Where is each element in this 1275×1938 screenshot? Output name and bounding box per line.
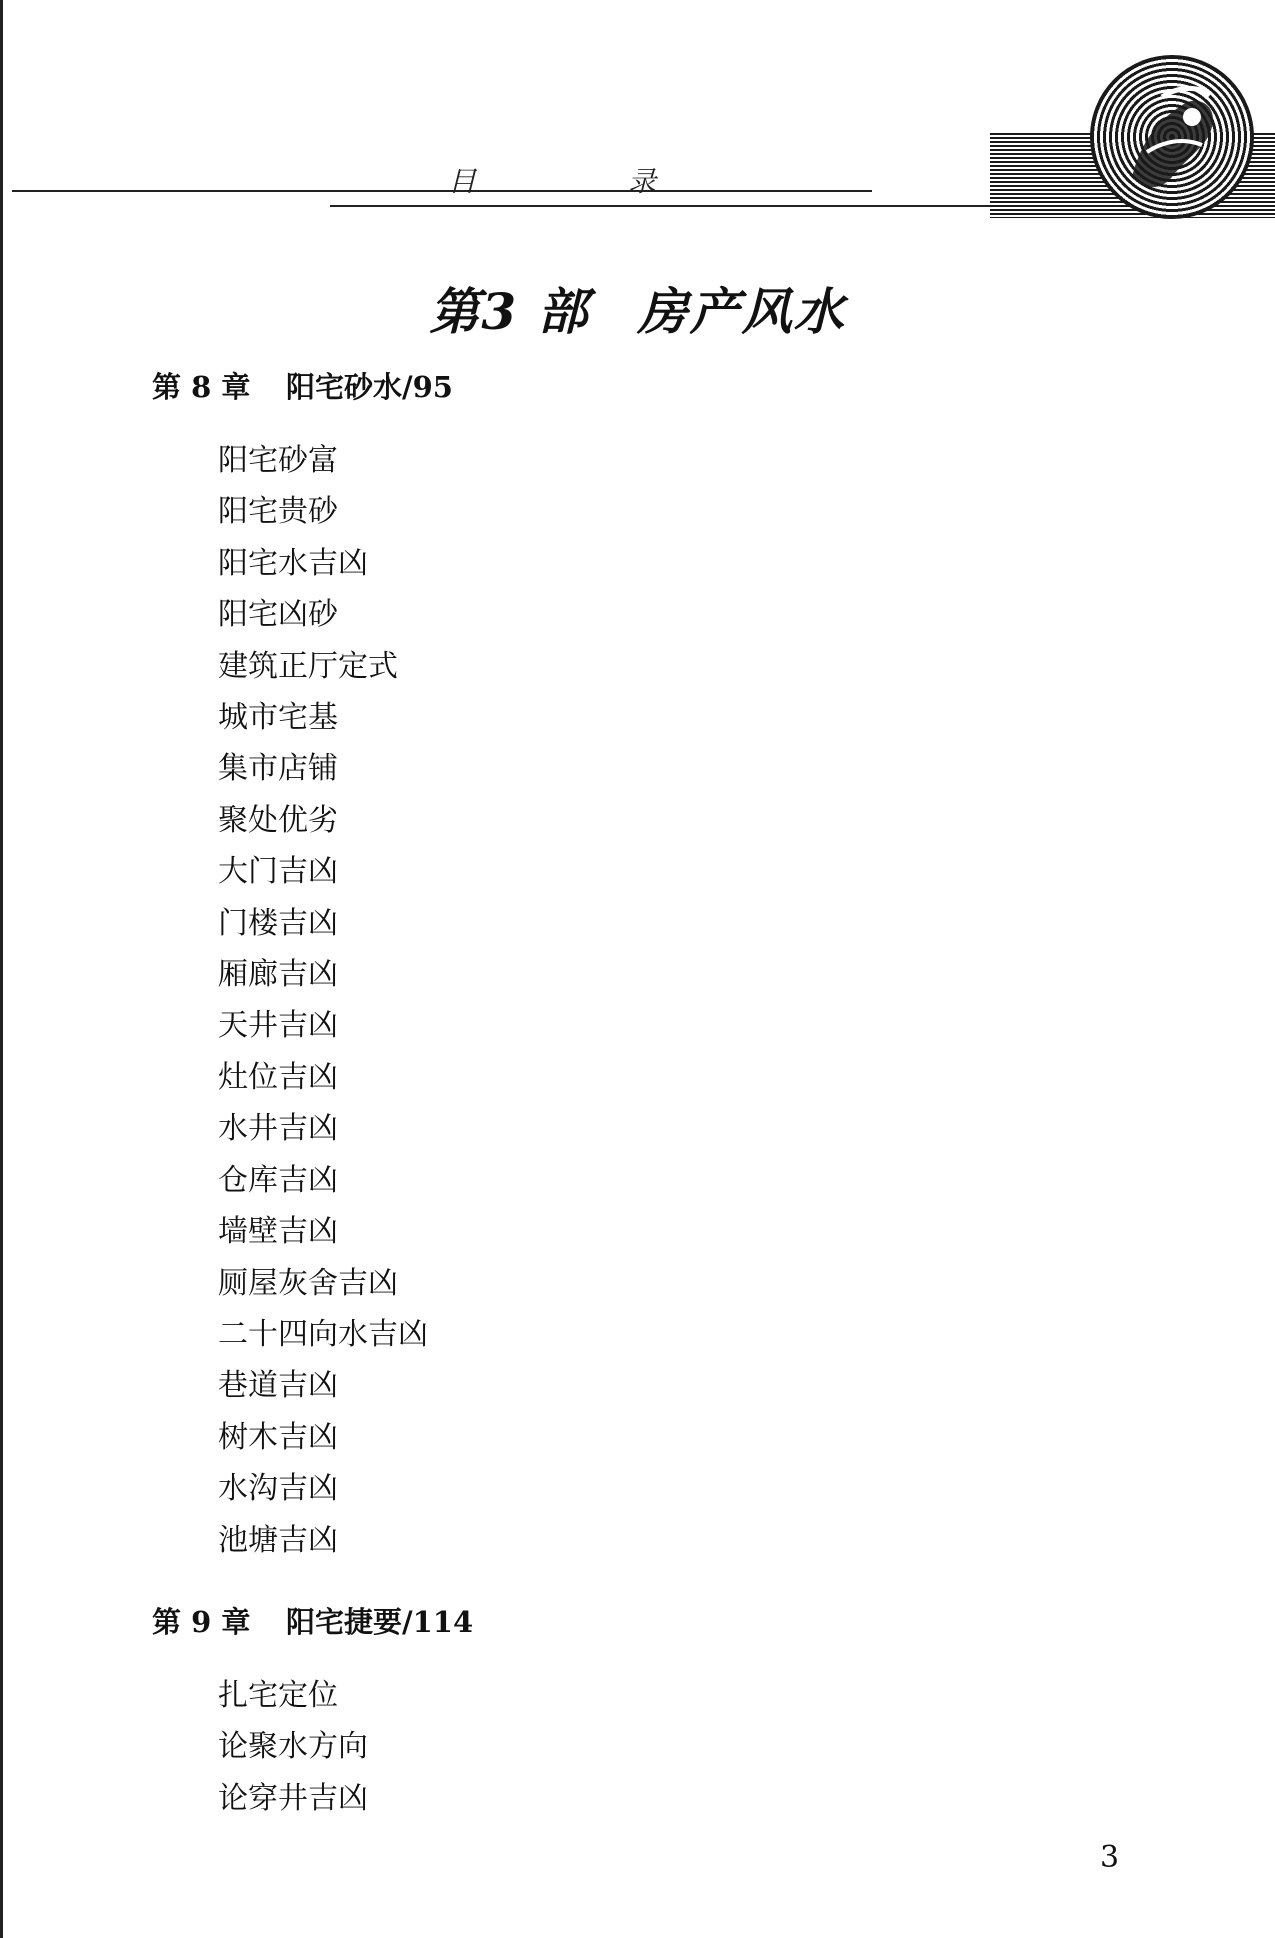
running-head-char-1: 目 [448,165,477,198]
list-item[interactable]: 阳宅贵砂 [218,494,338,530]
list-item[interactable]: 巷道吉凶 [218,1368,338,1404]
list-item[interactable]: 阳宅水吉凶 [218,545,368,581]
section-list [218,1670,368,1824]
list-item[interactable]: 门楼吉凶 [218,905,338,941]
chapter-title: 阳宅砂水/95 [286,370,453,404]
list-item[interactable]: 建筑正厅定式 [218,648,398,684]
list-item[interactable]: 阳宅砂富 [218,443,338,478]
list-item[interactable]: 水井吉凶 [218,1111,338,1147]
list-item[interactable]: 水沟吉凶 [218,1471,338,1507]
chapter-title: 阳宅捷要/114 [286,1605,474,1639]
chapter-label: 第 8 章 [152,370,251,404]
list-item[interactable]: 池塘吉凶 [218,1522,338,1558]
list-item[interactable]: 扎宅定位 [218,1678,338,1713]
list-item[interactable]: 聚处优劣 [218,802,338,838]
part-title [0,272,1275,344]
part-label: 第3 部 [429,282,590,341]
chapter-heading[interactable] [152,365,453,406]
emblem-figure-icon [1092,57,1252,217]
chapter-label: 第 9 章 [152,1605,251,1639]
decorative-emblem [990,55,1275,220]
list-item[interactable]: 墙壁吉凶 [218,1214,338,1250]
section-list [218,435,428,1566]
part-name: 房产风水 [637,282,846,341]
list-item[interactable]: 集市店铺 [218,751,338,787]
chapter-heading[interactable] [152,1600,473,1641]
running-head-char-2: 录 [628,165,657,198]
list-item[interactable]: 论穿井吉凶 [218,1780,368,1816]
list-item[interactable]: 仓库吉凶 [218,1162,338,1198]
list-item[interactable]: 阳宅凶砂 [218,597,338,633]
page-number: 3 [1100,1840,1120,1875]
list-item[interactable]: 城市宅基 [218,700,338,736]
list-item[interactable]: 厕屋灰舍吉凶 [218,1265,398,1301]
list-item[interactable]: 天井吉凶 [218,1008,338,1044]
list-item[interactable]: 厢廊吉凶 [218,957,338,993]
list-item[interactable]: 灶位吉凶 [218,1059,338,1095]
emblem-circle-icon [1090,55,1254,219]
list-item[interactable]: 论聚水方向 [218,1729,368,1765]
list-item[interactable]: 树木吉凶 [218,1419,338,1455]
header-rule [12,190,872,192]
list-item[interactable]: 大门吉凶 [218,854,338,890]
list-item[interactable]: 二十四向水吉凶 [218,1316,428,1352]
